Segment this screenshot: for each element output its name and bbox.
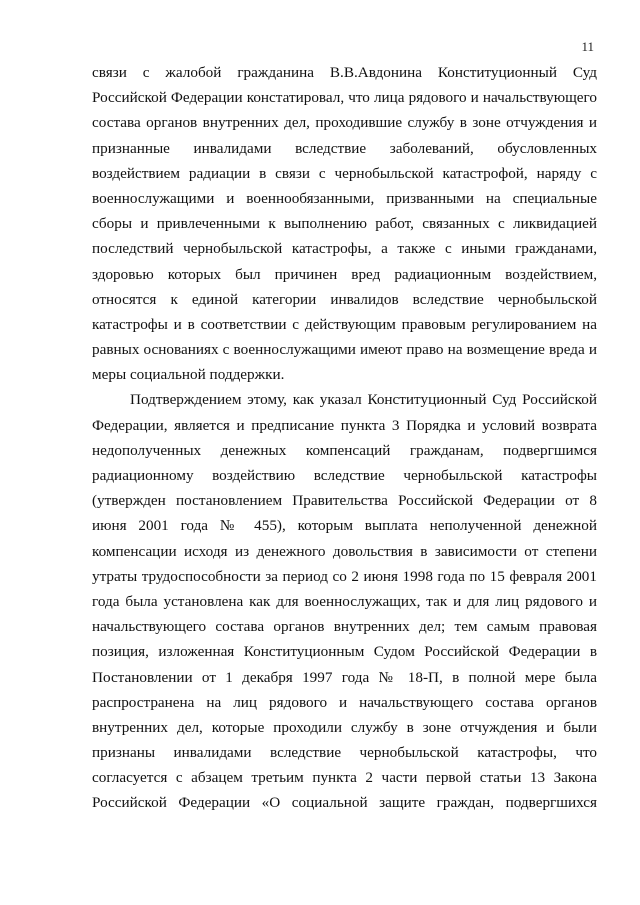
text-line: распространена на лиц рядового и начальствующего состава органов [92, 693, 597, 711]
text-line: позиция, изложенная Конституционным Судом Российской Федерации в [92, 643, 597, 661]
text-line: внутренних дел, которые проходили службу в зоне отчуждения и были [92, 718, 597, 736]
text-line: военнослужащими и военнообязанными, призванными на специальные [92, 189, 597, 207]
text-line: связи с жалобой гражданина В.В.Авдонина Конституционный Суд [92, 64, 597, 81]
text-line: относятся к единой категории инвалидов вследствие чернобыльской [92, 290, 597, 308]
text-line: июня 2001 года № 455), которым выплата неполученной денежной [92, 517, 597, 535]
text-line: меры социальной поддержки. [92, 366, 285, 384]
text-line: радиационному воздействию вследствие чернобыльской катастрофы [92, 467, 597, 484]
page-number: 11 [581, 39, 594, 54]
document-body [92, 60, 597, 816]
text-line: признанные инвалидами вследствие заболеваний, обусловленных [92, 139, 597, 157]
text-line: равных основаниях с военнослужащими имеют право на возмещение вреда и [92, 341, 597, 359]
text-line: Федерации, является и предписание пункта 3 Порядка и условий возврата [92, 416, 597, 434]
text-line: состава органов внутренних дел, проходившие службу в зоне отчуждения и [92, 114, 597, 132]
text-line: последствий чернобыльской катастрофы, а также с иными гражданами, [92, 240, 597, 258]
text-line: утраты трудоспособности за период со 2 июня 1998 года по 15 февраля 2001 [92, 567, 597, 585]
text-line: Подтверждением этому, как указал Конституционный Суд Российской [130, 391, 597, 409]
text-line: года была установлена как для военнослужащих, так и для лиц рядового и [92, 592, 597, 610]
text-line: признаны инвалидами вследствие чернобыльской катастрофы, что [92, 744, 597, 762]
text-line: согласуется с абзацем третьим пункта 2 части первой статьи 13 Закона [92, 769, 597, 787]
paragraph-2 [92, 387, 597, 815]
text-line: (утвержден постановлением Правительства Российской Федерации от 8 [92, 492, 597, 510]
text-line: воздействием радиации в связи с чернобыльской катастрофой, наряду с [92, 164, 597, 182]
text-line: компенсации исходя из денежного довольствия в зависимости от степени [92, 542, 597, 560]
paragraph-1 [92, 60, 597, 387]
text-line: катастрофы и в соответствии с действующим правовым регулированием на [92, 315, 597, 333]
text-line: недополученных денежных компенсаций гражданам, подвергшимся [92, 441, 597, 459]
text-line: здоровью которых был причинен вред радиационным воздействием, [92, 265, 597, 283]
text-line: Российской Федерации «О социальной защите граждан, подвергшихся [92, 794, 597, 812]
text-line: сборы и привлеченными к выполнению работ, связанных с ликвидацией [92, 215, 597, 233]
text-line: Постановлении от 1 декабря 1997 года № 18-П, в полной мере была [92, 668, 597, 686]
text-line: начальствующего состава органов внутренних дел; тем самым правовая [92, 618, 597, 636]
text-line: Российской Федерации констатировал, что лица рядового и начальствующего [92, 89, 597, 107]
